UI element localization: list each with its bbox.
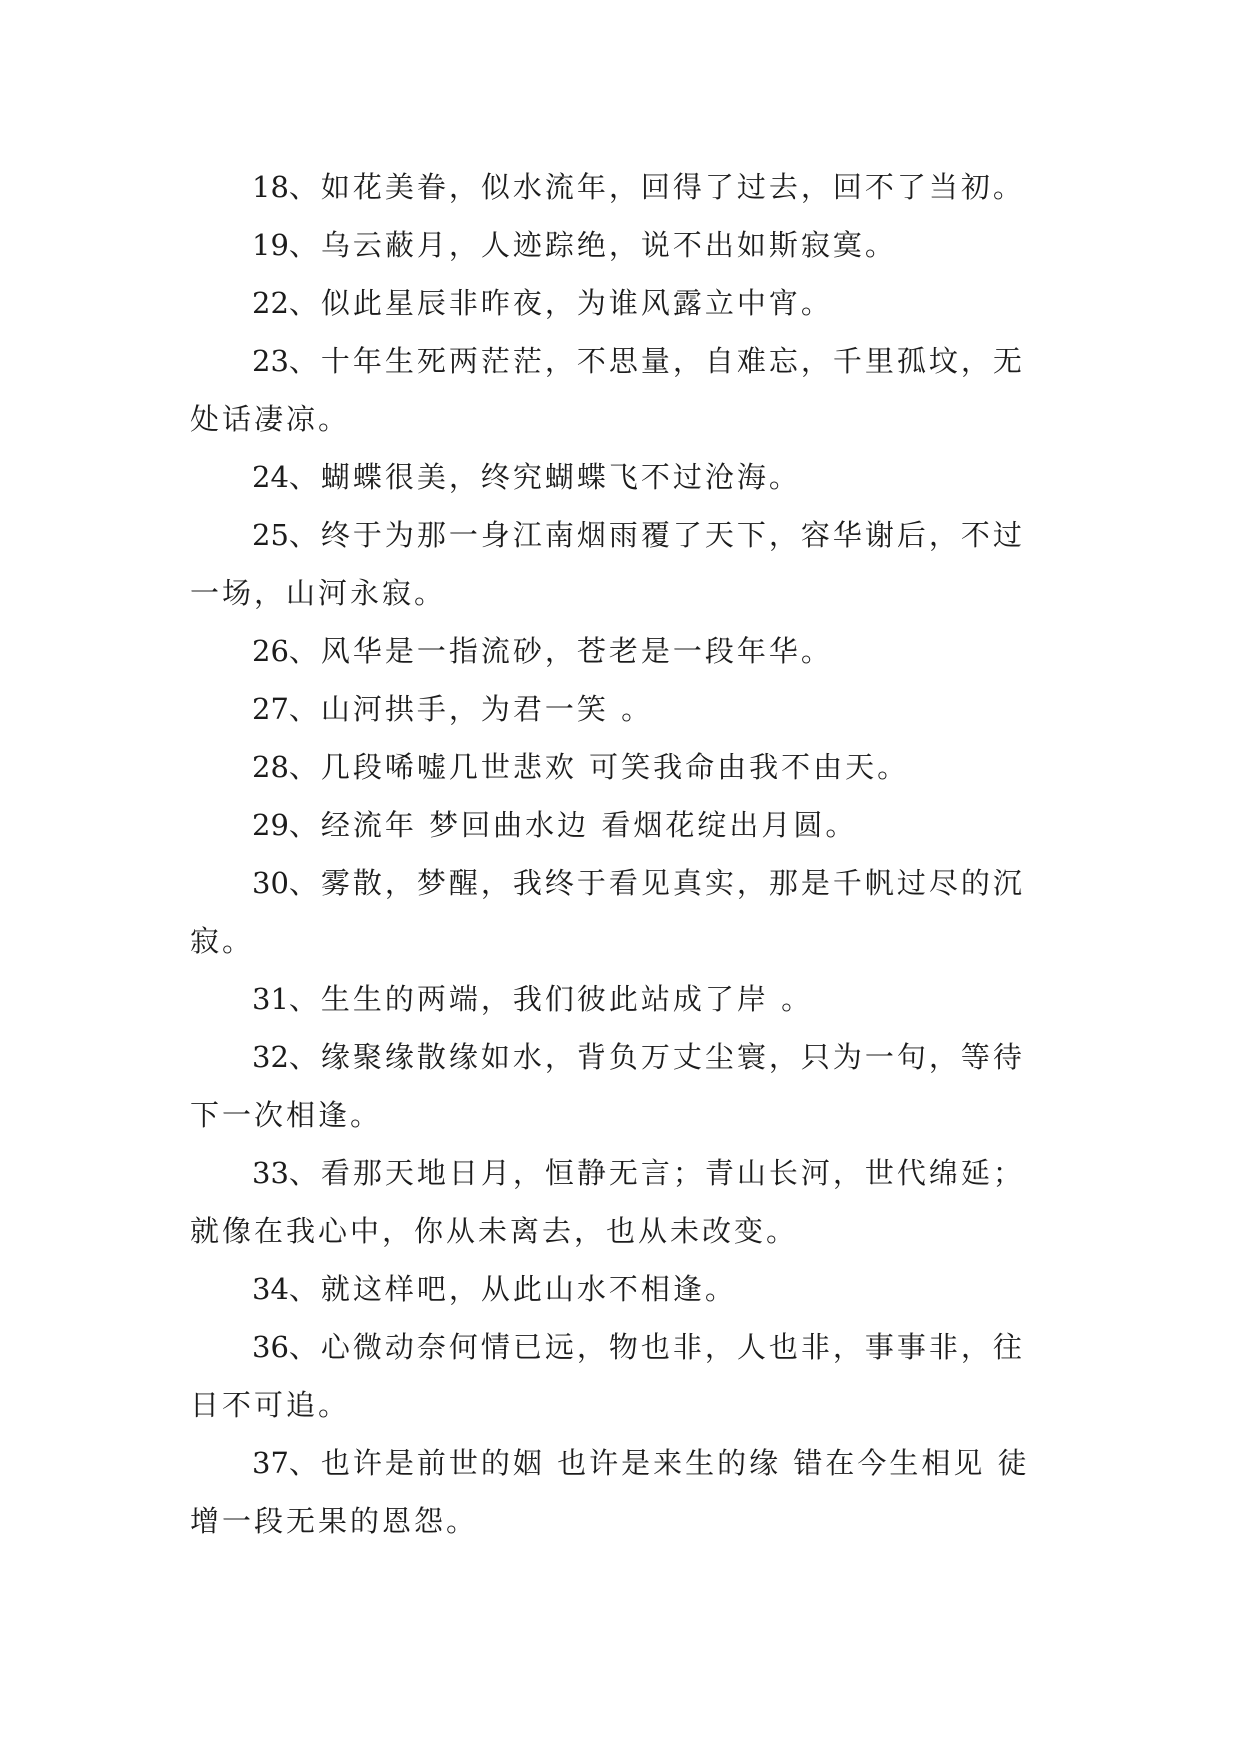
paragraph-number: 31 <box>252 982 289 1016</box>
paragraph-number: 26 <box>252 634 289 668</box>
paragraph-text: 、乌云蔽月，人迹踪绝，说不出如斯寂寞。 <box>288 228 897 262</box>
paragraph-text: 、经流年 梦回曲水边 看烟花绽出月圆。 <box>288 808 858 842</box>
paragraph-number: 32 <box>252 1040 289 1074</box>
paragraph-number: 22 <box>252 286 289 320</box>
document-body <box>190 158 1050 1550</box>
paragraph-number: 24 <box>252 460 289 494</box>
paragraph-37 <box>190 1434 1050 1550</box>
paragraph-23 <box>190 332 1050 448</box>
paragraph-text: 、风华是一指流砂，苍老是一段年华。 <box>288 634 833 668</box>
paragraph-text: 、几段唏嘘几世悲欢 可笑我命由我不由天。 <box>288 750 910 784</box>
paragraph-25 <box>190 506 1050 622</box>
paragraph-text: 、雾散，梦醒，我终于看见真实，那是千帆过尽的沉寂。 <box>190 866 1025 958</box>
paragraph-text: 、终于为那一身江南烟雨覆了天下，容华谢后，不过一场，山河永寂。 <box>190 518 1025 610</box>
paragraph-24 <box>190 448 1050 506</box>
paragraph-33 <box>190 1144 1050 1260</box>
paragraph-text: 、似此星辰非昨夜，为谁风露立中宵。 <box>288 286 833 320</box>
paragraph-number: 19 <box>252 228 289 262</box>
paragraph-27 <box>190 680 1050 738</box>
paragraph-30 <box>190 854 1050 970</box>
paragraph-26 <box>190 622 1050 680</box>
paragraph-number: 30 <box>252 866 289 900</box>
paragraph-18 <box>190 158 1050 216</box>
paragraph-number: 33 <box>252 1156 289 1190</box>
paragraph-text: 、缘聚缘散缘如水，背负万丈尘寰，只为一句，等待下一次相逢。 <box>190 1040 1025 1132</box>
paragraph-31 <box>190 970 1050 1028</box>
paragraph-text: 、生生的两端，我们彼此站成了岸 。 <box>288 982 814 1016</box>
paragraph-number: 37 <box>252 1446 289 1480</box>
paragraph-32 <box>190 1028 1050 1144</box>
paragraph-number: 29 <box>252 808 289 842</box>
paragraph-text: 、蝴蝶很美，终究蝴蝶飞不过沧海。 <box>288 460 801 494</box>
paragraph-number: 25 <box>252 518 289 552</box>
paragraph-text: 、看那天地日月，恒静无言；青山长河，世代绵延；就像在我心中，你从未离去，也从未改变。 <box>190 1156 1025 1248</box>
paragraph-text: 、十年生死两茫茫，不思量，自难忘，千里孤坟，无处话凄凉。 <box>190 344 1025 436</box>
paragraph-number: 18 <box>252 170 289 204</box>
paragraph-number: 23 <box>252 344 289 378</box>
paragraph-text: 、山河拱手，为君一笑 。 <box>288 692 654 726</box>
paragraph-number: 36 <box>252 1330 289 1364</box>
paragraph-36 <box>190 1318 1050 1434</box>
paragraph-text: 、如花美眷，似水流年，回得了过去，回不了当初。 <box>288 170 1025 204</box>
paragraph-text: 、也许是前世的姻 也许是来生的缘 错在今生相见 徒增一段无果的恩怨。 <box>190 1446 1030 1538</box>
paragraph-29 <box>190 796 1050 854</box>
paragraph-text: 、心微动奈何情已远，物也非，人也非，事事非，往日不可追。 <box>190 1330 1025 1422</box>
paragraph-number: 27 <box>252 692 289 726</box>
paragraph-19 <box>190 216 1050 274</box>
paragraph-22 <box>190 274 1050 332</box>
paragraph-number: 28 <box>252 750 289 784</box>
paragraph-number: 34 <box>252 1272 289 1306</box>
paragraph-34 <box>190 1260 1050 1318</box>
paragraph-text: 、就这样吧，从此山水不相逢。 <box>288 1272 737 1306</box>
paragraph-28 <box>190 738 1050 796</box>
